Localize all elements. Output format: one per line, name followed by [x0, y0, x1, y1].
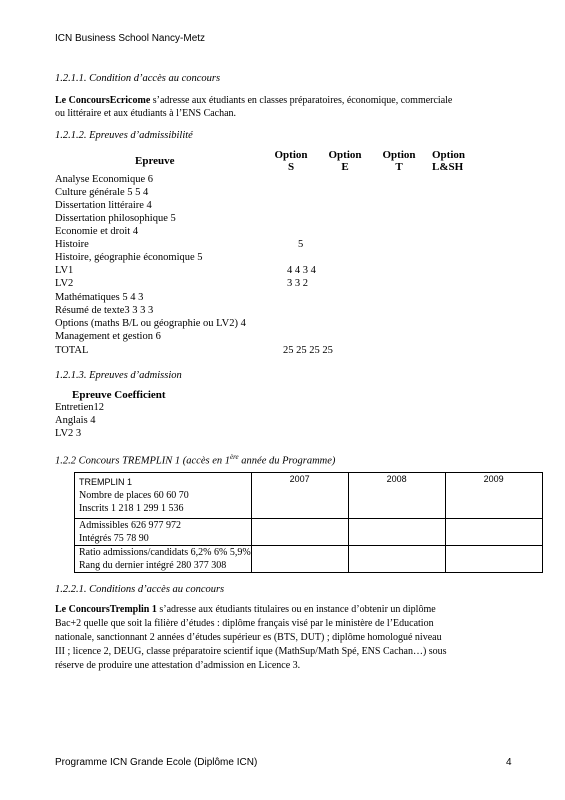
- total-values: 25 25 25 25: [283, 345, 333, 356]
- ecricome-line1-text: s’adresse aux étudiants en classes préparatoires, économique, commerciale: [150, 95, 453, 106]
- tremplin-ratio: Ratio admissions/candidats 6,2% 6% 5,9%: [79, 547, 251, 558]
- epreuve-row-total: TOTAL: [55, 345, 89, 356]
- year-col-2008: [348, 473, 445, 519]
- column-header-epreuve: Epreuve: [135, 155, 175, 167]
- section-heading-conditions-tremplin: 1.2.2.1. Conditions d’accès au concours: [55, 584, 225, 595]
- tremplin-admissibles: Admissibles 626 977 972: [79, 520, 181, 531]
- year-2009: 2009: [483, 474, 504, 484]
- tremplin-heading-sup: ère: [229, 453, 239, 461]
- option-s-label: Option: [274, 149, 308, 161]
- lv2-values: 3 3 2: [287, 278, 308, 289]
- tremplin-heading-text: 1.2.2 Concours TREMPLIN 1 (accès en 1: [55, 455, 230, 467]
- cell-empty: [251, 546, 348, 573]
- tremplin-table: [74, 472, 543, 573]
- option-e-label: Option: [328, 149, 362, 161]
- epreuve-row: Dissertation littéraire 4: [55, 200, 152, 211]
- option-t-label: Option: [382, 149, 416, 161]
- paragraph-tremplin-line3: nationale, sanctionnant 2 années d’études supérieur es (BTS, DUT) ; diplôme homologué niveau: [55, 632, 442, 643]
- cell-empty: [445, 519, 542, 546]
- option-lsh-code: L&SH: [432, 161, 464, 173]
- admission-row: Anglais 4: [55, 415, 96, 426]
- section-heading-admissibilite: 1.2.1.2. Epreuves d’admissibilité: [55, 130, 193, 141]
- ecricome-lead: Le ConcoursEcricome: [55, 95, 151, 106]
- tremplin-inscrits: Inscrits 1 218 1 299 1 536: [79, 503, 184, 514]
- paragraph-ecricome-line1: [55, 94, 452, 107]
- paragraph-tremplin-line4: III ; licence 2, DEUG, classe préparatoire scientif ique (MathSup/Math Spé, ENS Cachan…) sous: [55, 646, 447, 657]
- epreuve-row: Analyse Economique 6: [55, 174, 153, 185]
- option-header-s: [270, 149, 312, 173]
- option-e-code: E: [341, 161, 349, 173]
- epreuve-row: Histoire: [55, 239, 89, 250]
- tremplin-integres: Intégrés 75 78 90: [79, 533, 149, 544]
- tremplin-rang: Rang du dernier intégré 280 377 308: [79, 560, 227, 571]
- epreuve-row: Culture générale 5 5 4: [55, 187, 149, 198]
- year-col-2007: [251, 473, 348, 519]
- cell-empty: [348, 519, 445, 546]
- cell-empty: [445, 546, 542, 573]
- page-header: ICN Business School Nancy-Metz: [55, 33, 206, 44]
- page-number: 4: [506, 757, 512, 768]
- option-header-t: [378, 149, 420, 173]
- epreuve-row: Histoire, géographie économique 5: [55, 252, 203, 263]
- histoire-value: 5: [298, 239, 304, 250]
- year-2007: 2007: [289, 474, 310, 484]
- epreuve-row: Options (maths B/L ou géographie ou LV2) 4: [55, 318, 246, 329]
- tremplin-lead: Le ConcoursTremplin 1: [55, 604, 157, 615]
- section-heading-admission: 1.2.1.3. Epreuves d’admission: [55, 370, 182, 381]
- epreuve-row: LV1: [55, 265, 74, 276]
- cell-empty: [348, 546, 445, 573]
- page-footer-program: Programme ICN Grande Ecole (Diplôme ICN): [55, 757, 258, 768]
- tremplin-heading-text-end: année du Programme): [238, 455, 336, 467]
- option-t-code: T: [395, 161, 403, 173]
- epreuve-row: Résumé de texte3 3 3 3: [55, 305, 154, 316]
- option-header-lsh: [432, 149, 474, 173]
- option-lsh-label: Option: [432, 149, 466, 161]
- option-s-code: S: [287, 161, 295, 173]
- epreuve-row: Dissertation philosophique 5: [55, 213, 176, 224]
- cell-empty: [251, 519, 348, 546]
- section-heading-tremplin: [55, 453, 335, 467]
- tremplin-title: TREMPLIN 1: [79, 477, 133, 487]
- paragraph-ecricome-line2: ou littéraire et aux étudiants à l’ENS Cachan.: [55, 108, 237, 119]
- epreuve-row: LV2: [55, 278, 74, 289]
- year-col-2009: [445, 473, 542, 519]
- lv1-values: 4 4 3 4: [287, 265, 316, 276]
- paragraph-tremplin-line2: Bac+2 quelle que soit la filière d’études : diplôme français visé par le ministère de l’Education: [55, 618, 434, 629]
- admission-row: LV2 3: [55, 428, 82, 439]
- tremplin-block-2: [75, 519, 252, 546]
- tremplin-line1-text: s’adresse aux étudiants titulaires ou en instance d’obtenir un diplôme: [156, 604, 436, 615]
- epreuve-row: Mathématiques 5 4 3: [55, 292, 144, 303]
- epreuve-row: Management et gestion 6: [55, 331, 161, 342]
- year-2008: 2008: [386, 474, 407, 484]
- paragraph-tremplin-line1: [55, 603, 436, 616]
- admission-column-header: Epreuve Coefficient: [72, 389, 166, 401]
- option-header-e: [324, 149, 366, 173]
- epreuve-row: Economie et droit 4: [55, 226, 139, 237]
- section-heading-condition-acces: 1.2.1.1. Condition d’accès au concours: [55, 73, 221, 84]
- tremplin-block-1: [75, 473, 252, 519]
- tremplin-places: Nombre de places 60 60 70: [79, 490, 189, 501]
- paragraph-tremplin-line5: réserve de produire une attestation d’admission en Licence 3.: [55, 660, 301, 671]
- admission-row: Entretien12: [55, 402, 104, 413]
- tremplin-block-3: [75, 546, 252, 573]
